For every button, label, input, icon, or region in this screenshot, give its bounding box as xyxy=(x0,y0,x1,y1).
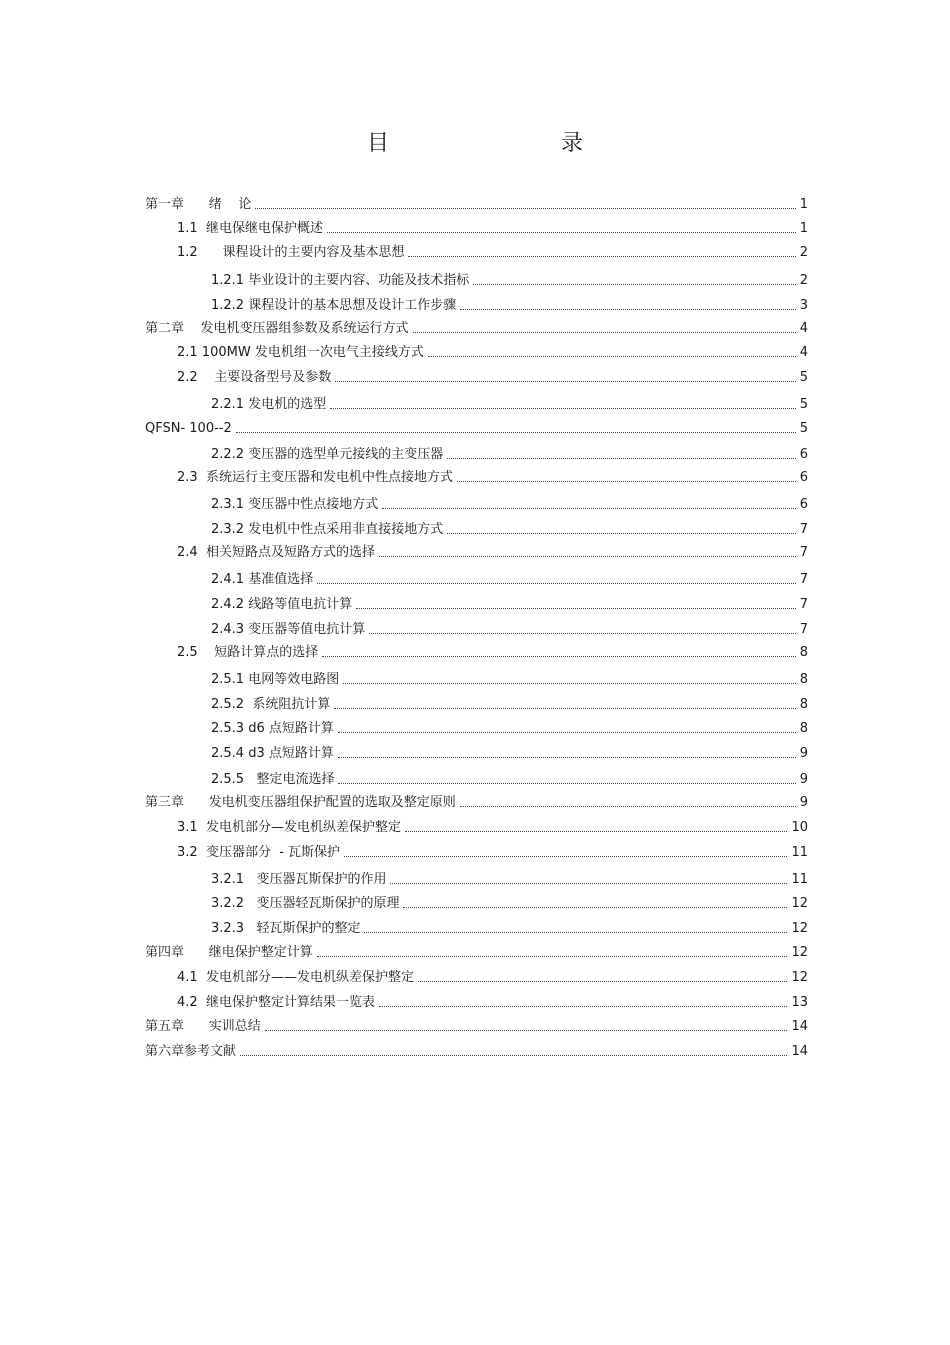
toc-entry-page: 9 xyxy=(799,772,808,787)
toc-dot-leader xyxy=(335,381,796,382)
toc-dot-leader xyxy=(255,208,795,209)
toc-entry-2-2[interactable] xyxy=(177,370,808,386)
toc-dot-leader xyxy=(447,533,796,534)
page-title: 目 录 xyxy=(367,131,583,156)
toc-entry-page: 5 xyxy=(799,397,808,412)
toc-entry-page: 4 xyxy=(799,345,808,360)
toc-entry-label: 3.1 发电机部分—发电机纵差保护整定 xyxy=(177,820,401,835)
toc-entry-label: 2.3.2 发电机中性点采用非直接接地方式 xyxy=(211,522,444,537)
toc-entry-ch3[interactable] xyxy=(145,795,808,811)
toc-entry-page: 11 xyxy=(791,845,808,860)
toc-dot-leader xyxy=(236,432,796,433)
toc-dot-leader xyxy=(457,481,796,482)
toc-entry-3-1[interactable] xyxy=(177,820,808,836)
toc-entry-2-1[interactable] xyxy=(177,345,808,361)
toc-dot-leader xyxy=(369,633,796,634)
toc-entry-label: 2.4.1 基准值选择 xyxy=(211,572,314,587)
toc-dot-leader xyxy=(413,332,796,333)
toc-dot-leader xyxy=(379,1006,788,1007)
toc-entry-2-3-2[interactable] xyxy=(211,522,808,538)
toc-entry-page: 10 xyxy=(791,820,808,835)
toc-entry-page: 3 xyxy=(799,298,808,313)
toc-entry-ch6[interactable] xyxy=(145,1044,808,1060)
toc-entry-2-4[interactable] xyxy=(177,545,808,561)
toc-entry-label: 4.1 发电机部分——发电机纵差保护整定 xyxy=(177,970,414,985)
toc-entry-page: 1 xyxy=(799,221,808,236)
toc-dot-leader xyxy=(317,956,788,957)
toc-dot-leader xyxy=(343,683,796,684)
toc-entry-page: 7 xyxy=(799,572,808,587)
toc-entry-label: 2.5.2 系统阻抗计算 xyxy=(211,697,331,712)
toc-entry-label: 2.2 主要设备型号及参数 xyxy=(177,370,332,385)
toc-entry-label: 3.2.1 变压器瓦斯保护的作用 xyxy=(211,872,387,887)
toc-entry-page: 14 xyxy=(791,1044,808,1059)
toc-entry-page: 5 xyxy=(799,370,808,385)
toc-entry-page: 5 xyxy=(799,421,808,436)
toc-entry-page: 12 xyxy=(791,970,808,985)
toc-entry-2-5[interactable] xyxy=(177,645,808,661)
toc-dot-leader xyxy=(338,757,796,758)
toc-entry-3-2[interactable] xyxy=(177,845,808,861)
toc-dot-leader xyxy=(390,883,787,884)
toc-entry-label: 3.2.3 轻瓦斯保护的整定 xyxy=(211,921,361,936)
toc-entry-label: 第三章 发电机变压器组保护配置的选取及整定原则 xyxy=(145,795,456,810)
toc-dot-leader xyxy=(240,1055,787,1056)
toc-entry-2-3[interactable] xyxy=(177,470,808,486)
toc-entry-label: 2.3.1 变压器中性点接地方式 xyxy=(211,497,379,512)
toc-entry-page: 7 xyxy=(799,522,808,537)
toc-entry-label: 2.2.1 发电机的选型 xyxy=(211,397,327,412)
toc-dot-leader xyxy=(460,806,796,807)
toc-entry-label: 2.5.3 d6 点短路计算 xyxy=(211,721,334,736)
toc-entry-page: 7 xyxy=(799,597,808,612)
toc-entry-2-5-3[interactable] xyxy=(211,721,808,737)
toc-entry-page: 14 xyxy=(791,1019,808,1034)
toc-dot-leader xyxy=(327,232,796,233)
toc-entry-page: 7 xyxy=(799,622,808,637)
toc-dot-leader xyxy=(447,458,796,459)
toc-entry-2-3-1[interactable] xyxy=(211,497,808,513)
toc-entry-label: 2.4 相关短路点及短路方式的选择 xyxy=(177,545,375,560)
toc-entry-4-2[interactable] xyxy=(177,995,808,1011)
toc-entry-label: 3.2.2 变压器轻瓦斯保护的原理 xyxy=(211,896,400,911)
toc-entry-4-1[interactable] xyxy=(177,970,808,986)
toc-entry-page: 2 xyxy=(799,273,808,288)
toc-entry-2-5-1[interactable] xyxy=(211,672,808,688)
toc-entry-ch1[interactable] xyxy=(145,197,808,213)
toc-dot-leader xyxy=(265,1030,788,1031)
toc-entry-label: 4.2 继电保护整定计算结果一览表 xyxy=(177,995,375,1010)
toc-entry-2-4-3[interactable] xyxy=(211,622,808,638)
toc-entry-2-2-2[interactable] xyxy=(211,447,808,463)
toc-dot-leader xyxy=(428,356,796,357)
toc-entry-label: 第二章 发电机变压器组参数及系统运行方式 xyxy=(145,321,409,336)
toc-dot-leader xyxy=(408,256,795,257)
toc-entry-ch5[interactable] xyxy=(145,1019,808,1035)
toc-entry-page: 8 xyxy=(799,672,808,687)
toc-entry-ch4[interactable] xyxy=(145,945,808,961)
toc-entry-qfsn[interactable] xyxy=(145,421,808,437)
toc-entry-page: 8 xyxy=(799,697,808,712)
toc-entry-page: 9 xyxy=(799,746,808,761)
toc-dot-leader xyxy=(403,907,787,908)
toc-entry-1-2-2[interactable] xyxy=(211,298,808,314)
toc-entry-page: 7 xyxy=(799,545,808,560)
toc-entry-label: 1.2.2 课程设计的基本思想及设计工作步骤 xyxy=(211,298,457,313)
toc-entry-page: 6 xyxy=(799,470,808,485)
toc-entry-label: 第五章 实训总结 xyxy=(145,1019,261,1034)
toc-dot-leader xyxy=(356,608,796,609)
toc-entry-page: 8 xyxy=(799,721,808,736)
toc-entry-label: 第四章 继电保护整定计算 xyxy=(145,945,313,960)
toc-dot-leader xyxy=(379,556,796,557)
toc-entry-page: 8 xyxy=(799,645,808,660)
toc-entry-3-2-1[interactable] xyxy=(211,872,808,888)
toc-entry-1-1[interactable] xyxy=(177,221,808,237)
toc-entry-page: 6 xyxy=(799,447,808,462)
toc-entry-label: 2.4.3 变压器等值电抗计算 xyxy=(211,622,366,637)
toc-entry-page: 9 xyxy=(799,795,808,810)
toc-dot-leader xyxy=(418,981,788,982)
toc-entry-label: 2.3 系统运行主变压器和发电机中性点接地方式 xyxy=(177,470,453,485)
toc-entry-label: 2.5.4 d3 点短路计算 xyxy=(211,746,334,761)
toc-entry-label: 3.2 变压器部分 - 瓦斯保护 xyxy=(177,845,341,860)
toc-entry-page: 1 xyxy=(799,197,808,212)
toc-entry-label: 2.1 100MW 发电机组一次电气主接线方式 xyxy=(177,345,424,360)
toc-dot-leader xyxy=(322,656,796,657)
toc-entry-1-2-1[interactable] xyxy=(211,273,808,289)
toc-entry-page: 11 xyxy=(791,872,808,887)
toc-entry-3-2-2[interactable] xyxy=(211,896,808,912)
toc-entry-2-4-1[interactable] xyxy=(211,572,808,588)
toc-entry-page: 2 xyxy=(799,245,808,260)
toc-dot-leader xyxy=(344,856,787,857)
toc-dot-leader xyxy=(460,309,796,310)
toc-entry-page: 4 xyxy=(799,321,808,336)
toc-entry-label: 第一章 绪 论 xyxy=(145,197,252,212)
toc-entry-2-5-2[interactable] xyxy=(211,697,808,713)
toc-entry-page: 6 xyxy=(799,497,808,512)
toc-entry-label: 2.5.1 电网等效电路图 xyxy=(211,672,340,687)
toc-dot-leader xyxy=(382,508,796,509)
toc-dot-leader xyxy=(338,783,795,784)
toc-dot-leader xyxy=(334,708,795,709)
toc-entry-label: 第六章参考文献 xyxy=(145,1044,237,1059)
toc-entry-label: 1.2 课程设计的主要内容及基本思想 xyxy=(177,245,405,260)
toc-entry-label: 2.2.2 变压器的选型单元接线的主变压器 xyxy=(211,447,444,462)
toc-entry-ch2[interactable] xyxy=(145,321,808,337)
toc-entry-label: 2.5.5 整定电流选择 xyxy=(211,772,335,787)
toc-entry-label: QFSN- 100--2 xyxy=(145,421,232,436)
toc-entry-2-2-1[interactable] xyxy=(211,397,808,413)
toc-dot-leader xyxy=(364,932,787,933)
toc-entry-2-5-4[interactable] xyxy=(211,746,808,762)
toc-dot-leader xyxy=(473,284,796,285)
toc-entry-2-5-5[interactable] xyxy=(211,772,808,788)
toc-dot-leader xyxy=(317,583,796,584)
toc-entry-label: 1.2.1 毕业设计的主要内容、功能及技术指标 xyxy=(211,273,470,288)
toc-entry-page: 12 xyxy=(791,921,808,936)
toc-dot-leader xyxy=(338,732,796,733)
toc-entry-2-4-2[interactable] xyxy=(211,597,808,613)
toc-entry-1-2[interactable] xyxy=(177,245,808,261)
toc-dot-leader xyxy=(330,408,796,409)
toc-entry-page: 13 xyxy=(791,995,808,1010)
toc-dot-leader xyxy=(405,831,788,832)
toc-entry-page: 12 xyxy=(791,945,808,960)
toc-entry-label: 2.5 短路计算点的选择 xyxy=(177,645,319,660)
toc-entry-label: 1.1 继电保继电保护概述 xyxy=(177,221,323,236)
toc-entry-label: 2.4.2 线路等值电抗计算 xyxy=(211,597,353,612)
toc-entry-3-2-3[interactable] xyxy=(211,921,808,937)
toc-entry-page: 12 xyxy=(791,896,808,911)
